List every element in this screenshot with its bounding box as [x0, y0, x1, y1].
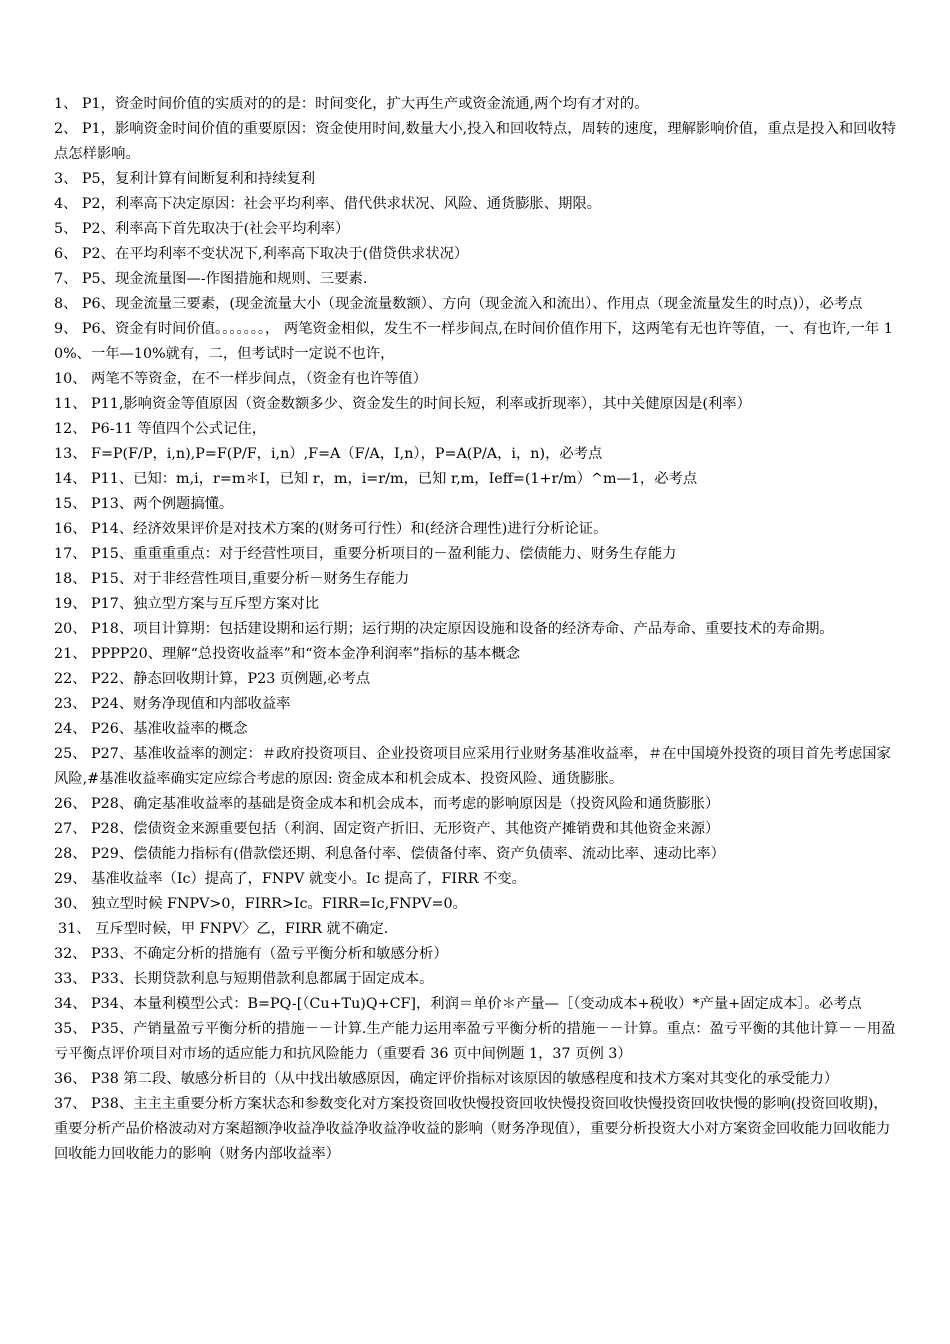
list-item: 29、 基准收益率（Ic）提高了，FNPV 就变小。Ic 提高了，FIRR 不变。 — [54, 871, 526, 887]
list-item: 13、 F=P(F/P，i,n),P=F(P/F，i,n）,F=A（F/A，I,n），P=A(P/A，i，n)，必考点 — [54, 446, 603, 462]
list-item: 17、 P15、重重重重点：对于经营性项目，重要分析项目的－盈利能力、偿债能力、财务生存能力 — [54, 546, 677, 562]
list-item: 28、 P29、偿债能力指标有(借款偿还期、利息备付率、偿债备付率、资产负债率、流动比率、速动比率） — [54, 846, 725, 862]
list-item: 2、 P1，影响资金时间价值的重要原因：资金使用时间,数量大小,投入和回收特点，周转的速度，理解影响价值，重点是投入和回收特点怎样影响。 — [54, 121, 897, 162]
list-item: 12、 P6-11 等值四个公式记住， — [54, 421, 266, 437]
list-item: 15、 P13、两个例题搞懂。 — [54, 496, 234, 512]
list-item: 22、 P22、静态回收期计算，P23 页例题,必考点 — [54, 671, 371, 687]
list-item: 33、 P33、长期贷款利息与短期借款利息都属于固定成本。 — [54, 971, 434, 987]
list-item: 21、 PPPP20、理解“总投资收益率”和“资本金净利润率”指标的基本概念 — [54, 646, 521, 662]
list-item: 27、 P28、偿债资金来源重要包括（利润、固定资产折旧、无形资产、其他资产摊销费和其他资金来源） — [54, 821, 720, 837]
list-item: 18、 P15、对于非经营性项目,重要分析－财务生存能力 — [54, 571, 410, 587]
list-item: 7、 P5、现金流量图—-作图措施和规则、三要素. — [54, 271, 368, 287]
list-item: 19、 P17、独立型方案与互斥型方案对比 — [54, 596, 320, 612]
list-item: 9、 P6、资金有时间价值。。。。。。。， 两笔资金相似，发生不一样步间点,在时间价值作用下，这两笔有无也许等值，一、有也许,一年 10%、一年—10%就有，二，但考试时一定说不也许， — [54, 321, 893, 362]
list-item: 6、 P2、在平均利率不变状况下,利率高下取决于(借贷供求状况） — [54, 246, 469, 262]
list-item: 20、 P18、项目计算期：包括建设期和运行期；运行期的决定原因设施和设备的经济寿命、产品寿命、重要技术的寿命期。 — [54, 621, 834, 637]
list-item: 32、 P33、不确定分析的措施有（盈亏平衡分析和敏感分析） — [54, 946, 448, 962]
list-item: 1、 P1，资金时间价值的实质对的的是：时间变化，扩大再生产或资金流通,两个均有才对的。 — [54, 96, 649, 112]
list-item: 37、 P38、主主主重要分析方案状态和参数变化对方案投资回收快慢投资回收快慢投资回收快慢投资回收快慢的影响(投资回收期)，重要分析产品价格波动对方案超额净收益净收益净收益净收益的影响（财务净现值），重要分析投资大小对方案资金回收能力回收能力回收能力回收能力的影响（财务内部收益率） — [54, 1096, 891, 1162]
list-item: 31、 互斥型时候，甲 FNPV〉乙，FIRR 就不确定. — [58, 921, 389, 937]
list-item: 16、 P14、经济效果评价是对技术方案的(财务可行性）和(经济合理性)进行分析论证。 — [54, 521, 608, 537]
list-item: 3、 P5，复利计算有间断复利和持续复利 — [54, 171, 316, 187]
list-item: 10、 两笔不等资金，在不一样步间点，（资金有也许等值） — [54, 371, 428, 387]
list-item: 25、 P27、基准收益率的测定：＃政府投资项目、企业投资项目应采用行业财务基准收益率，＃在中国境外投资的项目首先考虑国家风险,#基准收益率确实定应综合考虑的原因: 资金成本和机会成本、投资风险、通货膨胀。 — [54, 746, 891, 787]
list-item: 36、 P38 第二段、敏感分析目的（从中找出敏感原因，确定评价指标对该原因的敏感程度和技术方案对其变化的承受能力） — [54, 1071, 839, 1087]
list-item: 11、 P11,影响资金等值原因（资金数额多少、资金发生的时间长短，利率或折现率），其中关健原因是(利率） — [54, 396, 751, 412]
document-page — [54, 92, 900, 1167]
list-item: 4、 P2，利率高下决定原因：社会平均利率、借代供求状况、风险、通货膨胀、期限。 — [54, 196, 602, 212]
list-item: 8、 P6、现金流量三要素，(现金流量大小（现金流量数额）、方向（现金流入和流出）、作用点（现金流量发生的时点)），必考点 — [54, 296, 863, 312]
list-item: 5、 P2、利率高下首先取决于(社会平均利率） — [54, 221, 350, 237]
list-item: 26、 P28、确定基准收益率的基础是资金成本和机会成本，而考虑的影响原因是（投资风险和通货膨胀） — [54, 796, 720, 812]
list-item: 34、 P34、本量利模型公式：B=PQ-[（Cu+Tu)Q+CF]，利润＝单价＊产量—［（变动成本+税收）*产量+固定成本］。必考点 — [54, 996, 862, 1012]
list-item: 30、 独立型时候 FNPV>0，FIRR>Ic。FIRR=Ic,FNPV=0。 — [54, 896, 467, 912]
list-item: 35、 P35、产销量盈亏平衡分析的措施－－计算.生产能力运用率盈亏平衡分析的措施－－计算。重点：盈亏平衡的其他计算－－用盈亏平衡点评价项目对市场的适应能力和抗风险能力（重要看 36 页中间例题 1，37 页例 3） — [54, 1021, 896, 1062]
list-item: 23、 P24、财务净现值和内部收益率 — [54, 696, 291, 712]
list-item: 24、 P26、基准收益率的概念 — [54, 721, 248, 737]
list-item: 14、 P11、已知：m,i，r=m＊I，已知 r，m，i=r/m，已知 r,m，Ieff=(1+r/m）^m—1，必考点 — [54, 471, 698, 487]
